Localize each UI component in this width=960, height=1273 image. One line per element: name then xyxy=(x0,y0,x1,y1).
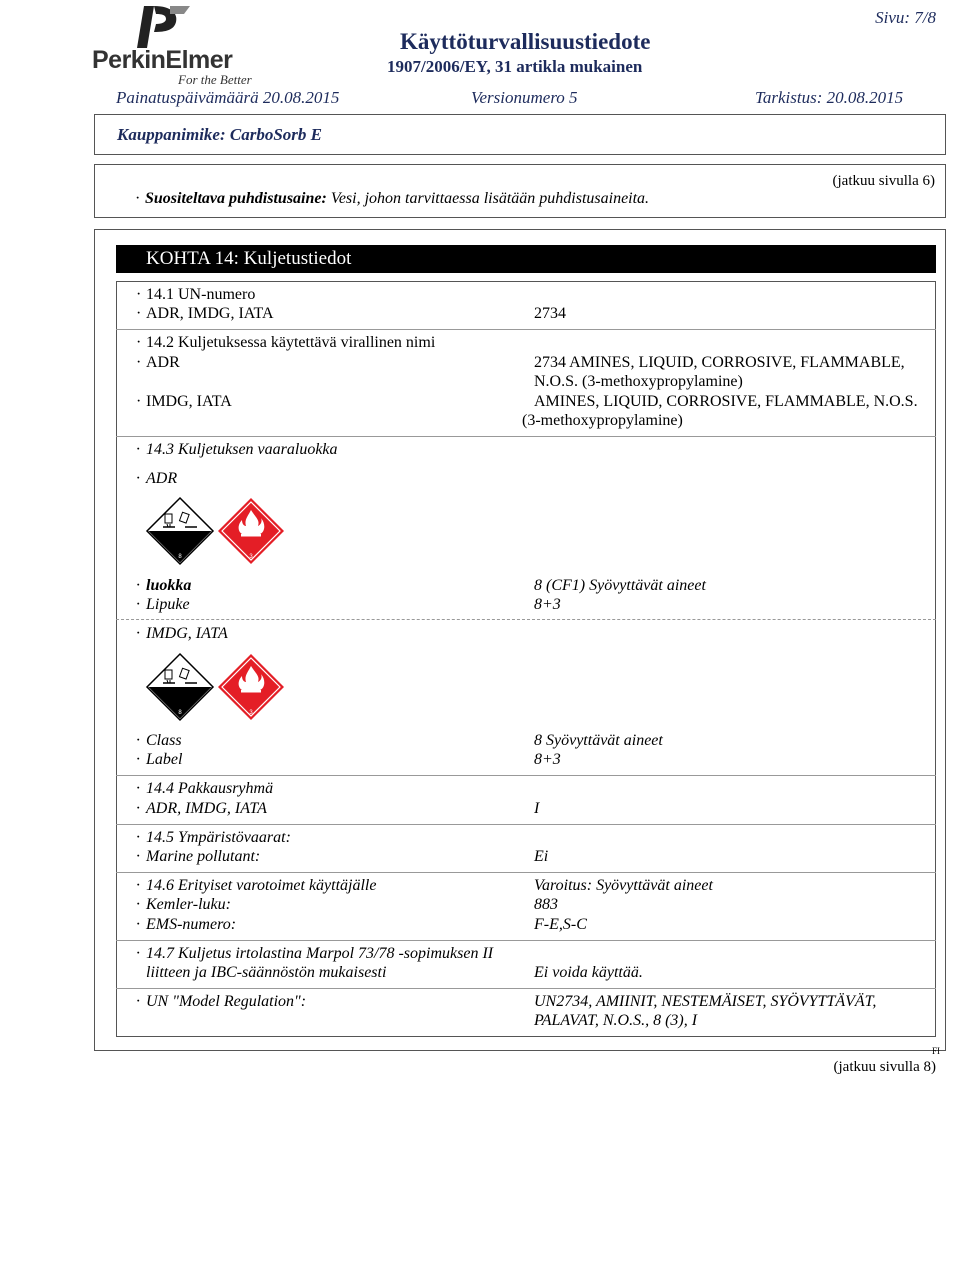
svg-text:3: 3 xyxy=(249,554,253,560)
print-date: Painatuspäivämäärä 20.08.2015 xyxy=(116,88,340,107)
packing-group-heading: 14.4 Pakkausryhmä xyxy=(146,780,274,797)
logo-tagline: For the Better xyxy=(178,72,252,87)
packing-group-label: ADR, IMDG, IATA xyxy=(146,800,267,817)
logo-text: PerkinElmer xyxy=(92,46,233,74)
cleaning-label: Suositeltava puhdistusaine: xyxy=(145,190,327,207)
cleaning-value: Vesi, johon tarvittaessa lisätään puhdistusaineita. xyxy=(330,190,650,207)
continued-from: (jatkuu sivulla 6) xyxy=(832,173,935,189)
model-regulation-line-2: PALAVAT, N.O.S., 8 (3), I xyxy=(534,1012,698,1029)
perkinelmer-logo xyxy=(92,4,267,87)
adr-label: ADR xyxy=(146,354,180,371)
imdg-label: IMDG, IATA xyxy=(146,393,232,410)
adr-label-value: 8+3 xyxy=(534,596,561,613)
section-title: KOHTA 14: Kuljetustiedot xyxy=(146,248,352,269)
revision-date: Tarkistus: 20.08.2015 xyxy=(755,88,904,107)
adr-label-label: Lipuke xyxy=(146,596,190,613)
adr-shipping-name-2: N.O.S. (3-methoxypropylamine) xyxy=(534,373,743,390)
bulk-heading-2: liitteen ja IBC-säännöstön mukaisesti xyxy=(146,964,387,981)
flammable-class-3-icon xyxy=(216,496,286,566)
section-title-bar xyxy=(116,245,936,273)
marine-pollutant-label: Marine pollutant: xyxy=(146,848,261,865)
hazard-imdg-label: IMDG, IATA xyxy=(146,625,228,642)
page-number: Sivu: 7/8 xyxy=(875,8,936,27)
hazard-class-heading: 14.3 Kuljetuksen vaaraluokka xyxy=(146,441,338,458)
svg-text:8: 8 xyxy=(178,710,182,716)
un-number-value: 2734 xyxy=(534,305,566,322)
precautions-warning: Varoitus: Syövyttävät aineet xyxy=(534,877,713,894)
adr-shipping-name-1: 2734 AMINES, LIQUID, CORROSIVE, FLAMMABLE, xyxy=(534,354,905,371)
corrosive-class-8-icon xyxy=(145,496,215,566)
imdg-shipping-name-2: (3-methoxypropylamine) xyxy=(522,412,683,429)
model-regulation-line-1: UN2734, AMIINIT, NESTEMÄISET, SYÖVYTTÄVÄT, xyxy=(534,993,877,1010)
imdg-class-label: Class xyxy=(146,732,182,749)
model-regulation-label: UN "Model Regulation": xyxy=(146,993,307,1010)
imdg-label-label: Label xyxy=(146,751,183,768)
logo-mark-icon xyxy=(132,4,192,50)
imdg-corrosive-pictogram xyxy=(145,652,215,722)
ems-value: F-E,S-C xyxy=(534,916,587,933)
un-number-label: ADR, IMDG, IATA xyxy=(146,305,274,322)
document-title: Käyttöturvallisuustiedote xyxy=(400,29,651,54)
bulk-heading-1: 14.7 Kuljetus irtolastina Marpol 73/78 -sopimuksen II xyxy=(146,945,494,962)
precautions-heading: 14.6 Erityiset varotoimet käyttäjälle xyxy=(146,877,377,894)
marine-pollutant-value: Ei xyxy=(534,848,549,865)
svg-text:8: 8 xyxy=(178,554,182,560)
adr-class-value: 8 (CF1) Syövyttävät aineet xyxy=(534,577,706,594)
environment-heading: 14.5 Ympäristövaarat: xyxy=(146,829,291,846)
version-number: Versionumero 5 xyxy=(471,88,578,107)
shipping-name-heading: 14.2 Kuljetuksessa käytettävä virallinen nimi xyxy=(146,334,436,351)
ems-label: EMS-numero: xyxy=(146,916,237,933)
imdg-flammable-pictogram xyxy=(216,652,286,722)
kemler-label: Kemler-luku: xyxy=(146,896,231,913)
adr-corrosive-pictogram xyxy=(145,496,215,566)
hazard-adr-label: ADR xyxy=(146,470,178,487)
imdg-label-value: 8+3 xyxy=(534,751,561,768)
adr-flammable-pictogram xyxy=(216,496,286,566)
flammable-class-3-icon xyxy=(216,652,286,722)
trade-name: Kauppanimike: CarboSorb E xyxy=(117,125,322,144)
previous-section-box: (jatkuu sivulla 6) · Suositeltava puhdistusaine: Vesi, johon tarvittaessa lisätään puhdistusaineita. xyxy=(94,164,946,218)
kemler-value: 883 xyxy=(534,896,558,913)
svg-text:3: 3 xyxy=(249,710,253,716)
language-code: FI xyxy=(932,1046,941,1056)
imdg-class-value: 8 Syövyttävät aineet xyxy=(534,732,663,749)
bulk-value: Ei voida käyttää. xyxy=(534,964,643,981)
adr-class-label: luokka xyxy=(146,577,192,594)
packing-group-value: I xyxy=(534,800,540,817)
trade-name-box xyxy=(94,114,946,155)
un-number-heading: 14.1 UN-numero xyxy=(146,286,256,303)
imdg-shipping-name-1: AMINES, LIQUID, CORROSIVE, FLAMMABLE, N.O.S. xyxy=(534,393,918,410)
continued-to: (jatkuu sivulla 8) xyxy=(833,1059,936,1075)
corrosive-class-8-icon xyxy=(145,652,215,722)
document-subtitle: 1907/2006/EY, 31 artikla mukainen xyxy=(387,57,643,76)
